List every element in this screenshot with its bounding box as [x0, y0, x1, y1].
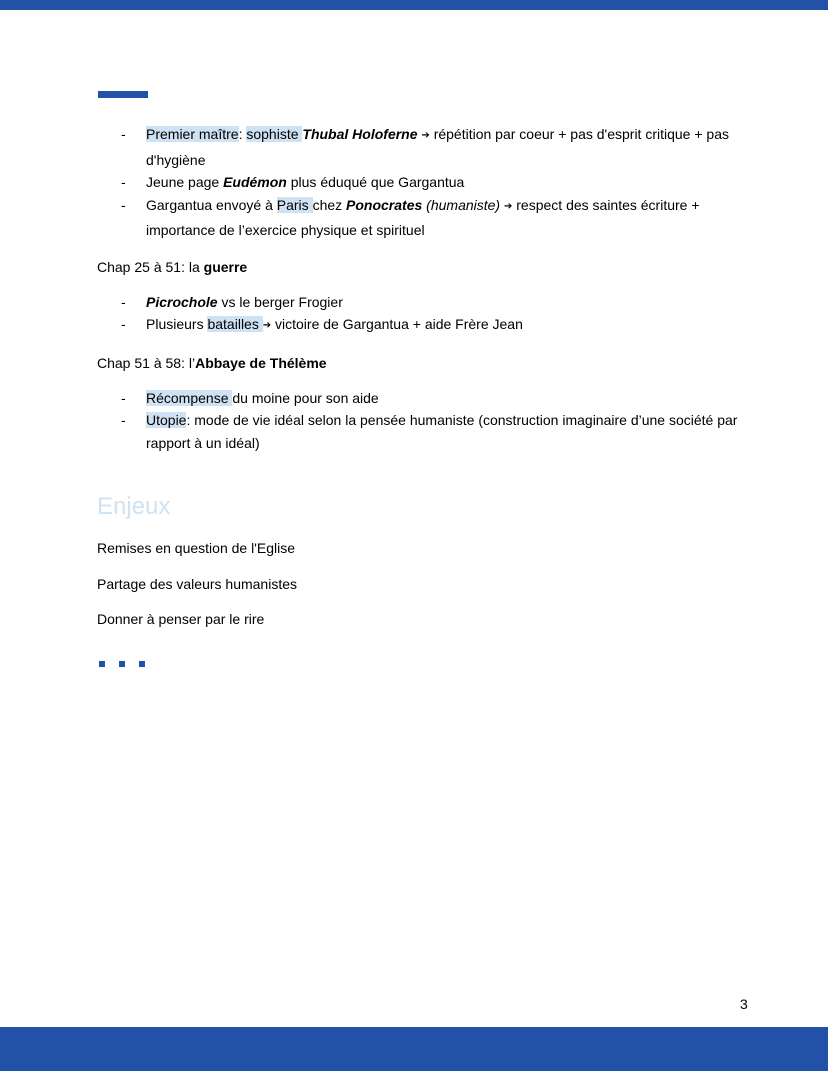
highlight: batailles: [207, 316, 263, 332]
square-icon: [119, 661, 125, 667]
highlight: Paris: [276, 196, 313, 213]
section-paragraph: Remises en question de l'Eglise: [97, 540, 296, 556]
chapter-heading: Chap 25 à 51: la guerre: [97, 258, 248, 275]
section-title: Enjeux: [97, 493, 171, 520]
square-icon: [139, 661, 145, 667]
page-number: 3: [740, 996, 748, 1012]
list-abbaye: [97, 387, 757, 455]
arrow-icon: ➔: [421, 130, 430, 141]
list-item: - Récompense du moine pour son aide: [97, 387, 757, 410]
list-item: - Picrochole vs le berger Frogier: [97, 291, 757, 314]
highlight: Utopie: [146, 412, 187, 428]
person-name: Eudémon: [223, 174, 287, 190]
arrow-icon: ➔: [262, 320, 272, 331]
document-body: [97, 123, 757, 630]
list-item: - Utopie: mode de vie idéal selon la pensée humaniste (construction imaginaire d’une société par rapport à un idéal): [97, 409, 757, 454]
top-banner: [0, 0, 828, 10]
list-guerre: [97, 291, 757, 339]
section-paragraph: Donner à penser par le rire: [97, 611, 265, 627]
chapter-heading: Chap 51 à 58: l’Abbaye de Thélème: [97, 354, 327, 371]
highlight: sophiste: [246, 126, 303, 142]
list-item: - Premier maître: sophiste Thubal Holoferne ➔ répétition par coeur + pas d'esprit critique + pas d'hygiène: [97, 123, 757, 171]
accent-bar: [98, 91, 148, 98]
bottom-banner: [0, 1027, 828, 1071]
person-name: Ponocrates: [346, 196, 423, 213]
list-item: - Plusieurs batailles ➔ victoire de Gargantua + aide Frère Jean: [97, 313, 757, 339]
list-item: - Gargantua envoyé à Paris chez Ponocrates (humaniste) ➔ respect des saintes écriture + importance de l’exercice physique et spirituel: [97, 194, 757, 242]
person-name: Thubal Holoferne: [302, 126, 418, 142]
highlight: Premier maître: [146, 126, 239, 142]
square-icon: [99, 661, 105, 667]
section-paragraph: Partage des valeurs humanistes: [97, 575, 297, 592]
highlight: Récompense: [146, 389, 233, 406]
arrow-icon: ➔: [503, 200, 513, 212]
person-name: Picrochole: [146, 293, 218, 310]
list-item: - Jeune page Eudémon plus éduqué que Gargantua: [97, 171, 757, 194]
list-premiers-maitres: [97, 123, 757, 242]
